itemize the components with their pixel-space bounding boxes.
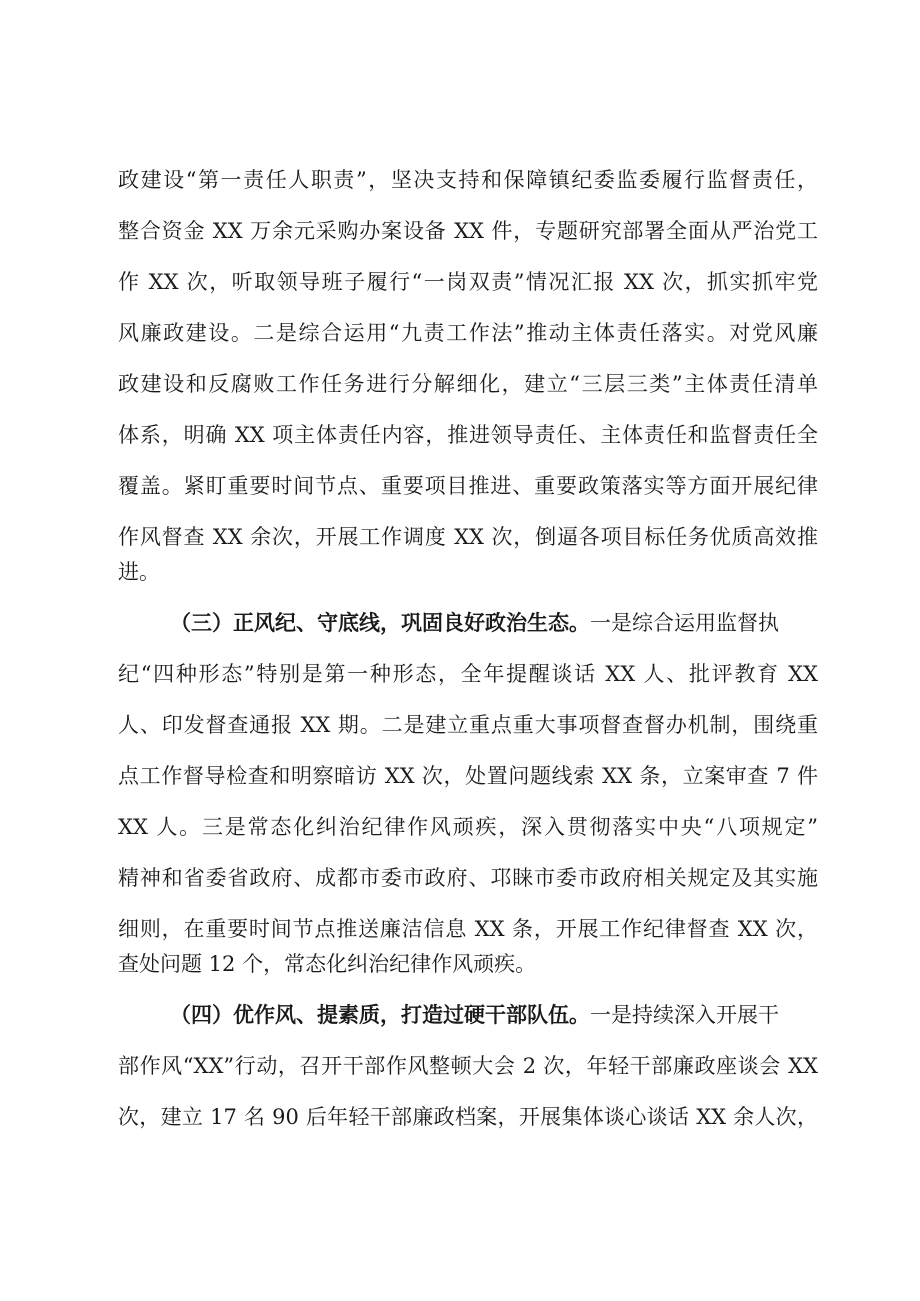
text-line-content: 点工作督导检查和明察暗访 XX 次，处置问题线索 XX 条，立案审查 7 件	[118, 764, 818, 788]
section-heading: （三）正风纪、守底线，巩固良好政治生态。	[170, 610, 590, 635]
text-line	[118, 807, 818, 847]
paragraph-heading-line	[170, 603, 818, 643]
text-line-content: 纪“四种形态”特别是第一种形态，全年提醒谈话 XX 人、批评教育 XX	[118, 662, 818, 686]
text-line-content: 风廉政建设。二是综合运用“九责工作法”推动主体责任落实。对党风廉	[118, 321, 818, 345]
text-line	[118, 944, 818, 984]
text-line-content: 一是持续深入开展干	[590, 1003, 779, 1027]
text-line	[118, 552, 818, 592]
text-line-content: 次，建立 17 名 90 后年轻干部廉政档案，开展集体谈心谈话 XX 余人次，	[118, 1105, 818, 1129]
text-line	[118, 364, 818, 404]
paragraph-heading-line	[170, 995, 818, 1035]
text-line-content: 体系，明确 XX 项主体责任内容，推进领导责任、主体责任和监督责任全	[118, 423, 818, 447]
text-line	[118, 466, 818, 506]
text-line	[118, 1046, 818, 1086]
text-line	[118, 160, 818, 200]
text-line	[118, 858, 818, 898]
text-line-content: 政建设“第一责任人职责”，坚决支持和保障镇纪委监委履行监督责任，	[118, 168, 818, 192]
section-heading: （四）优作风、提素质，打造过硬干部队伍。	[170, 1002, 590, 1027]
text-line-content: 细则，在重要时间节点推送廉洁信息 XX 条，开展工作纪律督查 XX 次，	[118, 917, 818, 941]
text-line-content: 精神和省委省政府、成都市委市政府、邛睐市委市政府相关规定及其实施	[118, 866, 818, 890]
text-line	[118, 517, 818, 557]
text-line-content: 作风督查 XX 余次，开展工作调度 XX 次，倒逼各项目标任务优质高效推	[118, 525, 818, 549]
text-line	[118, 262, 818, 302]
text-line-content: 查处问题 12 个，常态化纠治纪律作风顽疾。	[118, 952, 537, 976]
text-line-content: 覆盖。紧盯重要时间节点、重要项目推进、重要政策落实等方面开展纪律	[118, 474, 818, 498]
text-line-content: 作 XX 次，听取领导班子履行“一岗双责”情况汇报 XX 次，抓实抓牢党	[118, 270, 818, 294]
text-line	[118, 756, 818, 796]
text-line-content: 人、印发督查通报 XX 期。二是建立重点重大事项督查督办机制，围绕重	[118, 713, 818, 737]
text-line	[118, 1097, 818, 1137]
text-line-content: 进。	[118, 560, 160, 584]
text-line	[118, 909, 818, 949]
text-line	[118, 313, 818, 353]
text-line	[118, 705, 818, 745]
text-line	[118, 211, 818, 251]
text-line-content: XX 人。三是常态化纠治纪律作风顽疾，深入贯彻落实中央“八项规定”	[118, 815, 818, 839]
text-line-content: 整合资金 XX 万余元采购办案设备 XX 件，专题研究部署全面从严治党工	[118, 219, 818, 243]
text-line	[118, 415, 818, 455]
text-line	[118, 654, 818, 694]
text-line-content: 一是综合运用监督执	[590, 611, 779, 635]
text-line-content: 政建设和反腐败工作任务进行分解细化，建立“三层三类”主体责任清单	[118, 372, 818, 396]
text-line-content: 部作风“XX”行动，召开干部作风整顿大会 2 次，年轻干部廉政座谈会 XX	[118, 1054, 818, 1078]
